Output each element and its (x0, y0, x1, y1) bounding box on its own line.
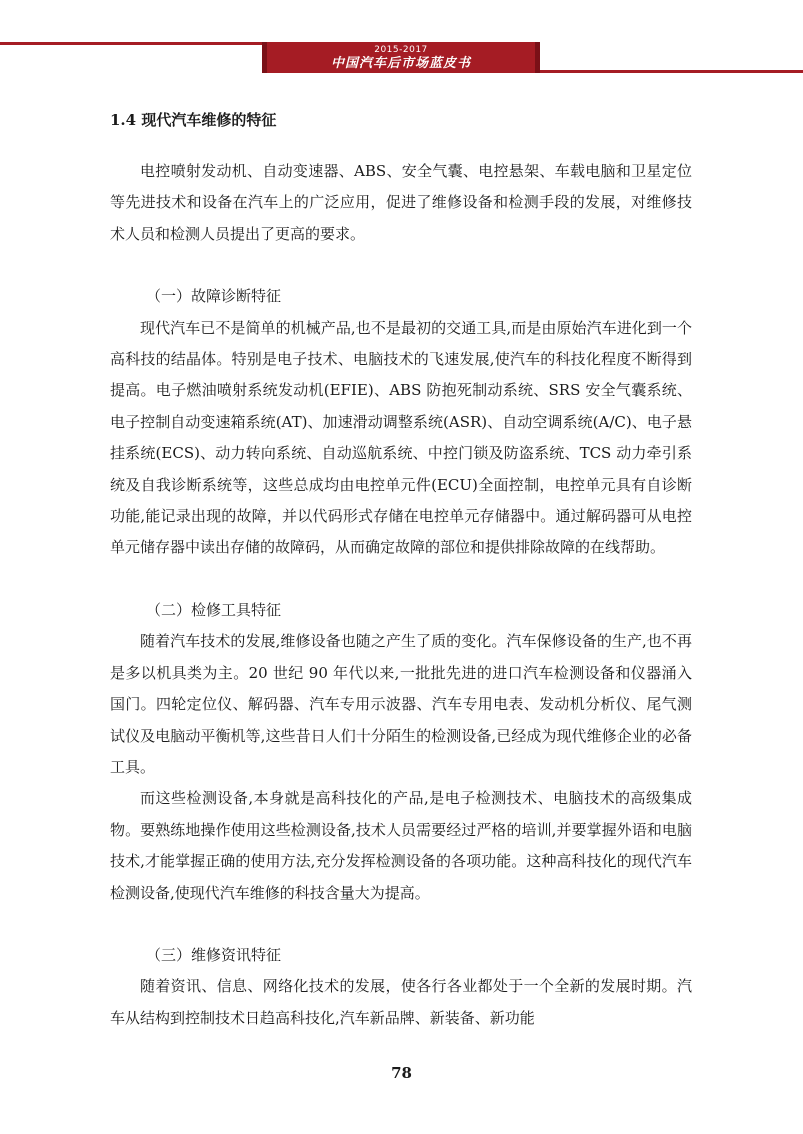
spacer (110, 564, 692, 595)
page-number: 78 (391, 1064, 412, 1082)
header-rule-right (540, 70, 803, 73)
header-years: 2015-2017 (374, 45, 428, 55)
subheading-fault-diagnosis: （一）故障诊断特征 (146, 287, 282, 306)
repair-tools-paragraph-1: 随着汽车技术的发展,维修设备也随之产生了质的变化。汽车保修设备的生产,也不再是多以机具类为主。20 世纪 90 年代以来,一批批先进的进口汽车检测设备和仪器涌入国门。四轮定位仪、解码器、汽车专用示波器、汽车专用电表、发动机分析仪、尾气测试仪及电脑动平衡机等,这些昔日人们十分陌生的检测设备,已经成为现代维修企业的必备工具。 (110, 632, 692, 776)
subheading-repair-information: （三）维修资讯特征 (146, 945, 282, 964)
repair-information-paragraph: 随着资讯、信息、网络化技术的发展，使各行各业都处于一个全新的发展时期。汽车从结构到控制技术日趋高科技化,汽车新品牌、新装备、新功能 (110, 977, 692, 1027)
header-banner (262, 42, 540, 73)
repair-tools-paragraph-2: 而这些检测设备,本身就是高科技化的产品,是电子检测技术、电脑技术的高级集成物。要熟练地操作使用这些检测设备,技术人员需要经过严格的培训,并要掌握外语和电脑技术,才能掌握正确的使用方法,充分发挥检测设备的各项功能。这种高科技化的现代汽车检测设备,使现代汽车维修的科技含量大为提高。 (110, 789, 692, 902)
section-title: 1.4 现代汽车维修的特征 (110, 111, 277, 129)
header-title: 中国汽车后市场蓝皮书 (330, 56, 471, 71)
intro-paragraph: 电控喷射发动机、自动变速器、ABS、安全气囊、电控悬架、车载电脑和卫星定位等先进技术和设备在汽车上的广泛应用，促进了维修设备和检测手段的发展，对维修技术人员和检测人员提出了更高的要求。 (110, 162, 692, 243)
subheading-repair-tools: （二）检修工具特征 (146, 600, 282, 619)
fault-diagnosis-paragraph: 现代汽车已不是简单的机械产品,也不是最初的交通工具,而是由原始汽车进化到一个高科技的结晶体。特别是电子技术、电脑技术的飞速发展,使汽车的科技化程度不断得到提高。电子燃油喷射系统发动机(EFIE)、ABS 防抱死制动系统、SRS 安全气囊系统、电子控制自动变速箱系统(AT)、加速滑动调整系统(ASR)、自动空调系统(A/C)、电子悬挂系统(ECS)、动力转向系统、自动巡航系统、中控门锁及防盗系统、TCS 动力牵引系统及自我诊断系统等，这些总成均由电控单元件(ECU)全面控制，电控单元具有自诊断功能,能记录出现的故障，并以代码形式存储在电控单元存储器中。通过解码器可从电控单元储存器中读出存储的故障码，从而确定故障的部位和提供排除故障的在线帮助。 (110, 318, 692, 557)
page-content (110, 108, 692, 1034)
spacer (110, 909, 692, 940)
spacer (110, 250, 692, 281)
